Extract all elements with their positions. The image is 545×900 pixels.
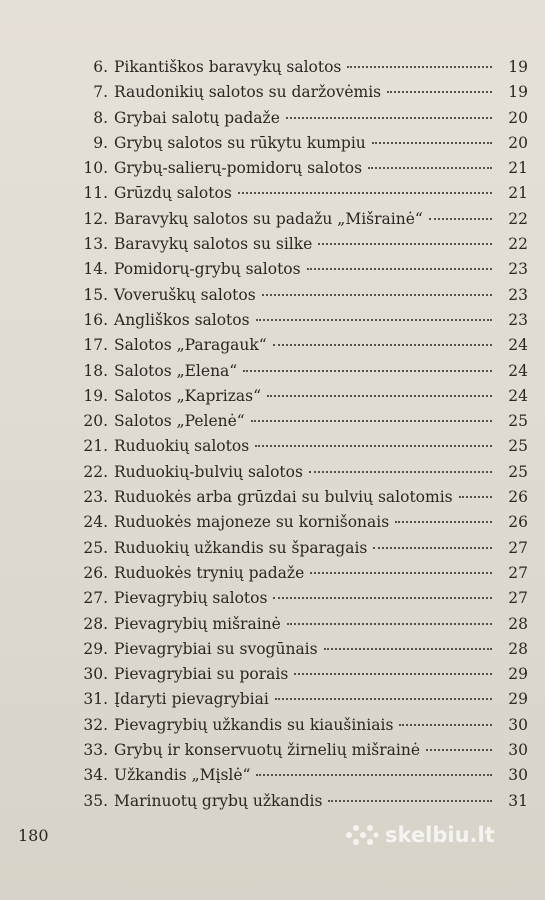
dot-leader [399,724,492,726]
toc-entry [76,564,528,589]
entry-page: 30 [508,766,528,785]
dot-leader [307,268,492,270]
entry-page: 19 [508,83,528,102]
toc-entry [76,184,528,209]
entry-page: 26 [508,488,528,507]
dot-leader [286,117,492,119]
page-number: 180 [18,826,49,845]
entry-number: 27. [83,589,108,608]
dot-leader [372,142,492,144]
entry-title: Ruduokių-bulvių salotos [114,462,303,481]
entry-title: Įdaryti pievagrybiai [114,690,269,709]
dot-leader [426,749,492,751]
entry-number: 20. [83,412,108,431]
dot-leader [429,218,492,220]
entry-page: 22 [508,209,528,228]
entry-title: Ruduokės trynių padaže [114,563,305,582]
entry-number: 30. [83,665,108,684]
dot-leader [243,370,492,372]
entry-page: 26 [508,513,528,532]
entry-number: 12. [83,209,108,228]
dot-leader [387,91,492,93]
entry-number: 18. [83,361,108,380]
entry-number: 16. [83,310,108,329]
dot-leader [256,774,492,776]
entry-page: 27 [508,563,528,582]
entry-title: Pikantiškos baravykų salotos [114,58,342,76]
dot-leader [373,547,492,549]
entry-number: 35. [83,791,108,810]
entry-number: 10. [83,159,108,178]
toc-entry [76,463,528,488]
toc-entry [76,336,528,361]
entry-title: Ruduokės arba grūzdai su bulvių salotomis [114,488,453,507]
entry-number: 11. [83,184,108,203]
dot-leader [262,294,492,296]
dot-leader [294,673,492,675]
entry-page: 19 [508,58,528,76]
entry-page: 28 [508,614,528,633]
entry-title: Pievagrybiai su svogūnais [114,639,318,658]
entry-page: 25 [508,412,528,431]
dot-leader [267,395,492,397]
dot-leader [459,496,492,498]
entry-page: 27 [508,538,528,557]
entry-number: 14. [83,260,108,279]
dot-leader [318,243,492,245]
entry-number: 34. [83,766,108,785]
dot-leader [328,800,492,802]
toc-entry [76,235,528,260]
entry-title: Salotos „Elena“ [114,361,238,380]
toc-entry [76,362,528,387]
entry-page: 30 [508,741,528,760]
toc-entry [76,134,528,159]
entry-page: 21 [508,184,528,203]
entry-number: 32. [83,715,108,734]
watermark [345,822,495,848]
entry-page: 29 [508,690,528,709]
entry-title: Salotos „Paragauk“ [114,336,267,355]
entry-title: Baravykų salotos su silke [114,235,313,254]
entry-title: Pievagrybių salotos [114,589,268,608]
entry-page: 24 [508,386,528,405]
dot-leader [275,698,492,700]
dot-leader [368,167,492,169]
toc-entry [76,311,528,336]
entry-title: Baravykų salotos su padažu „Mišrainė“ [114,209,423,228]
dot-leader [273,597,492,599]
entry-page: 27 [508,589,528,608]
dot-leader [309,471,492,473]
toc-entry [76,589,528,614]
entry-number: 15. [83,285,108,304]
toc-entry [76,665,528,690]
entry-number: 28. [83,614,108,633]
toc-entry [76,640,528,665]
entry-page: 28 [508,639,528,658]
dot-leader [395,521,492,523]
toc-entry [76,539,528,564]
entry-page: 25 [508,462,528,481]
entry-page: 21 [508,159,528,178]
entry-title: Pievagrybių užkandis su kiaušiniais [114,715,394,734]
entry-title: Salotos „Kaprizas“ [114,386,262,405]
entry-title: Voveruškų salotos [114,285,256,304]
dots-logo-icon [345,822,379,848]
entry-page: 25 [508,437,528,456]
dot-leader [347,66,492,68]
toc-entry [76,437,528,462]
entry-title: Ruduokių užkandis su šparagais [114,538,368,557]
entry-title: Angliškos salotos [114,310,250,329]
entry-page: 20 [508,108,528,127]
toc-entry [76,741,528,766]
toc-entry [76,615,528,640]
entry-number: 24. [83,513,108,532]
entry-title: Grūzdų salotos [114,184,232,203]
dot-leader [324,648,492,650]
toc-entry [76,58,528,83]
entry-title: Salotos „Pelenė“ [114,412,245,431]
entry-number: 8. [93,108,108,127]
entry-number: 21. [83,437,108,456]
entry-number: 22. [83,462,108,481]
entry-number: 13. [83,235,108,254]
entry-page: 30 [508,715,528,734]
toc-entry [76,412,528,437]
entry-number: 33. [83,741,108,760]
dot-leader [255,445,492,447]
toc-entry [76,109,528,134]
toc-entry [76,210,528,235]
entry-number: 26. [83,563,108,582]
entry-title: Grybų salotos su rūkytu kumpiu [114,133,366,152]
dot-leader [310,572,492,574]
toc-entry [76,286,528,311]
entry-page: 23 [508,310,528,329]
entry-number: 25. [83,538,108,557]
toc-entry [76,513,528,538]
entry-page: 31 [508,791,528,810]
entry-page: 23 [508,260,528,279]
entry-title: Pievagrybių mišrainė [114,614,281,633]
entry-title: Pievagrybiai su porais [114,665,289,684]
toc-entry [76,260,528,285]
entry-number: 29. [83,639,108,658]
entry-page: 23 [508,285,528,304]
dot-leader [287,623,492,625]
dot-leader [256,319,492,321]
toc-entry [76,159,528,184]
entry-page: 24 [508,361,528,380]
dot-leader [238,192,492,194]
watermark-text: skelbiu.lt [385,823,495,847]
dot-leader [251,420,492,422]
toc-entry [76,690,528,715]
toc-entry [76,766,528,791]
toc-entry [76,83,528,108]
entry-title: Pomidorų-grybų salotos [114,260,301,279]
entry-title: Grybų-salierų-pomidorų salotos [114,159,363,178]
entry-page: 29 [508,665,528,684]
entry-number: 9. [93,133,108,152]
dot-leader [273,344,492,346]
entry-title: Grybų ir konservuotų žirnelių mišrainė [114,741,421,760]
entry-number: 23. [83,488,108,507]
entry-number: 17. [83,336,108,355]
entry-title: Ruduokės majoneze su kornišonais [114,513,390,532]
entry-title: Raudonikių salotos su daržovėmis [114,83,382,102]
entry-title: Grybai salotų padaže [114,108,280,127]
entry-number: 19. [83,386,108,405]
toc-entry [76,488,528,513]
entry-page: 24 [508,336,528,355]
entry-page: 22 [508,235,528,254]
table-of-contents [76,58,528,817]
toc-entry [76,716,528,741]
toc-entry [76,792,528,817]
entry-number: 6. [93,58,108,76]
entry-number: 7. [93,83,108,102]
entry-title: Ruduokių salotos [114,437,250,456]
entry-title: Užkandis „Mįslė“ [114,766,251,785]
entry-title: Marinuotų grybų užkandis [114,791,323,810]
toc-entry [76,387,528,412]
entry-page: 20 [508,133,528,152]
entry-number: 31. [83,690,108,709]
